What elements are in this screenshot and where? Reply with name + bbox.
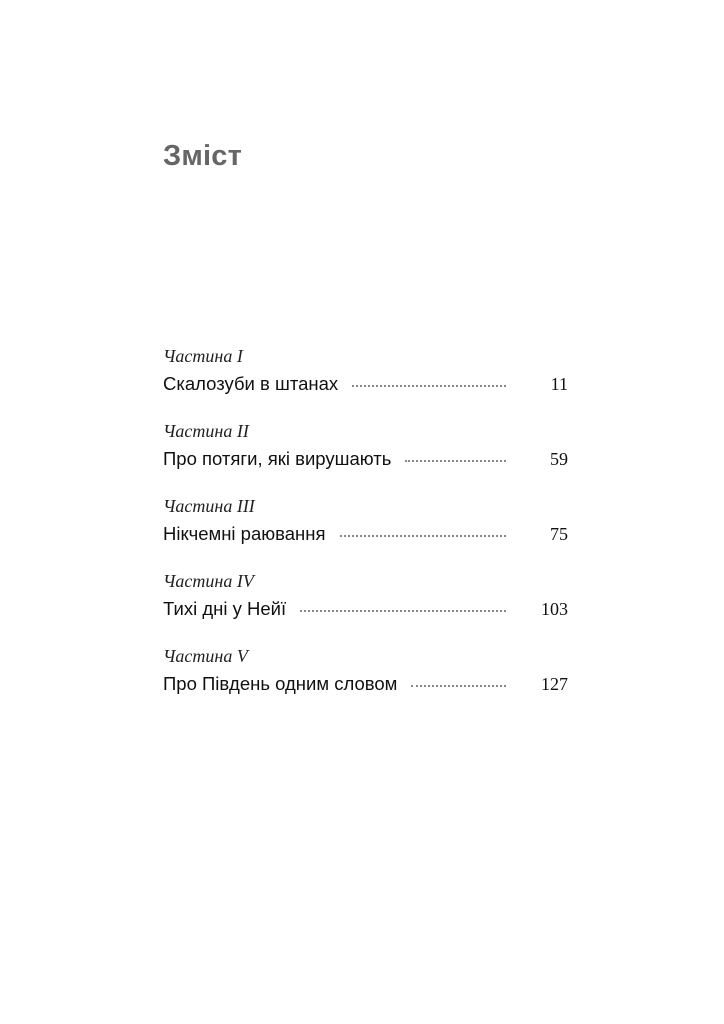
- page-number: 11: [550, 374, 568, 394]
- page-number: 59: [550, 449, 568, 469]
- dot-leader: [405, 444, 506, 474]
- chapter-title: Нікчемні раювання: [163, 523, 326, 544]
- toc-entry-part-5[interactable]: [163, 643, 568, 718]
- chapter-line: [163, 669, 568, 699]
- part-label: Частина V: [163, 646, 248, 666]
- chapter-title: Тихі дні у Нейї: [163, 598, 287, 619]
- chapter-line: [163, 444, 568, 474]
- toc-entry-part-3[interactable]: [163, 493, 568, 568]
- toc-entry-part-4[interactable]: [163, 568, 568, 643]
- page-number: 75: [550, 524, 568, 544]
- dot-leader: [411, 669, 506, 699]
- chapter-line: [163, 519, 568, 549]
- chapter-title: Скалозуби в штанах: [163, 373, 339, 394]
- dot-leader: [340, 519, 507, 549]
- page-number: 127: [541, 674, 568, 694]
- toc-entry-part-2[interactable]: [163, 418, 568, 493]
- dot-leader: [300, 594, 506, 624]
- chapter-line: [163, 369, 568, 399]
- page-number: 103: [541, 599, 568, 619]
- table-of-contents: [163, 343, 568, 718]
- part-label: Частина IV: [163, 571, 254, 591]
- chapter-title: Про потяги, які вирушають: [163, 448, 392, 469]
- part-label: Частина II: [163, 421, 249, 441]
- dot-leader: [352, 369, 506, 399]
- part-label: Частина I: [163, 346, 243, 366]
- page-title: Зміст: [163, 140, 243, 172]
- part-label: Частина III: [163, 496, 255, 516]
- chapter-title: Про Південь одним словом: [163, 673, 398, 694]
- toc-entry-part-1[interactable]: [163, 343, 568, 418]
- chapter-line: [163, 594, 568, 624]
